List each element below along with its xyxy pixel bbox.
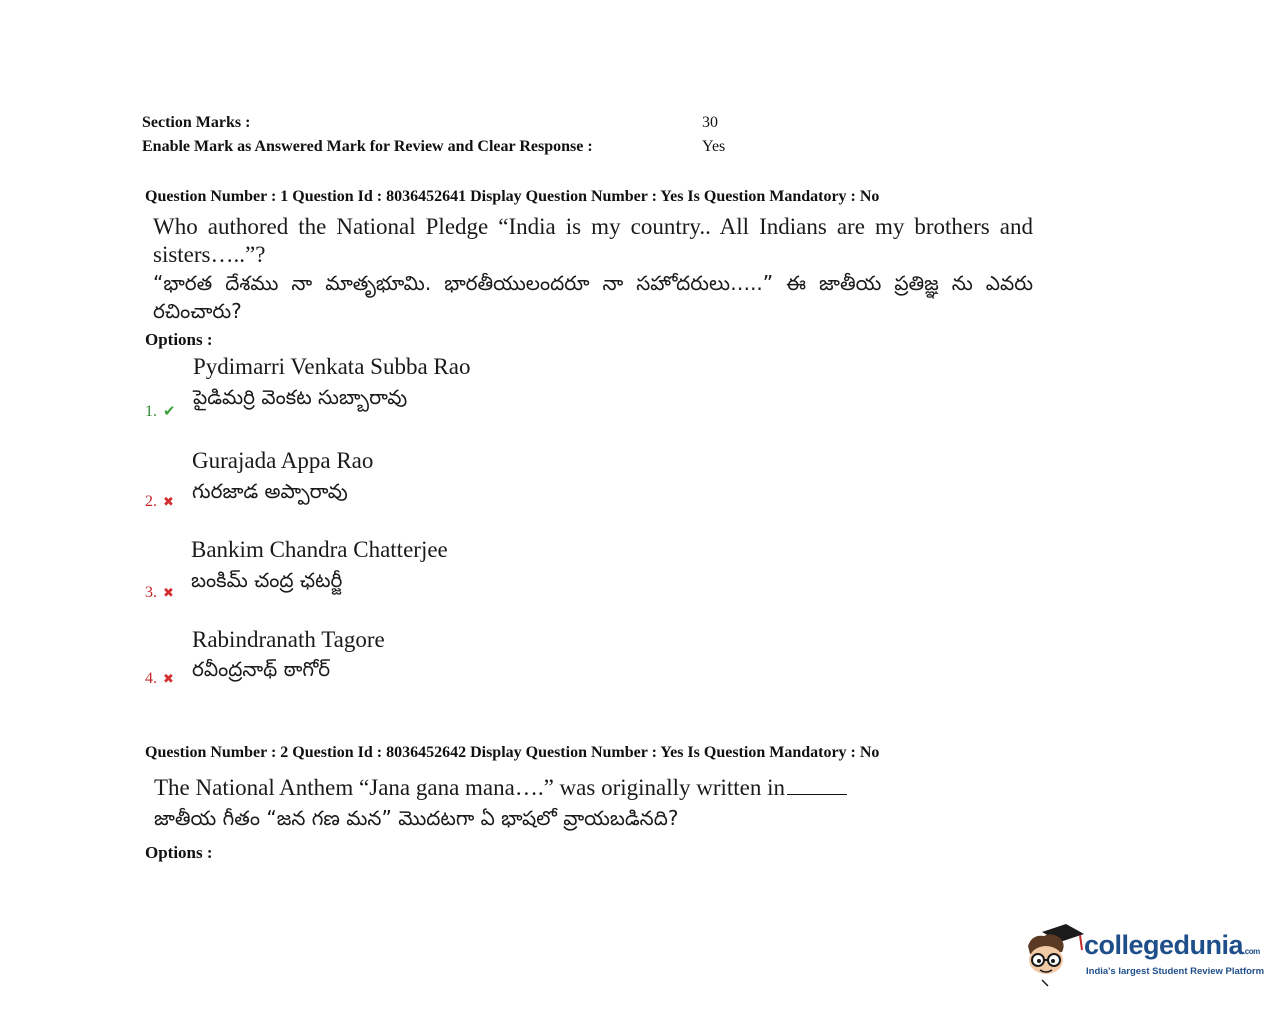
question-2-text-english: The National Anthem “Jana gana mana….” was originally written in [154,775,786,800]
option-1-number: 1. [145,403,157,420]
option-4-telugu: రవీంద్రనాథ్ ఠాగోర్ [192,657,331,681]
option-2-telugu: గురజాడ అప్పారావు [192,479,348,503]
cross-icon: ✖ [163,585,174,600]
question-1-header: Question Number : 1 Question Id : 8036452641 Display Question Number : Yes Is Question Mandatory : No [145,188,880,205]
option-2-english: Gurajada Appa Rao [192,448,374,473]
checkmark-icon: ✔ [163,404,176,420]
option-3-english: Bankim Chandra Chatterjee [191,537,448,562]
enable-mark-value: Yes [702,138,726,155]
question-1-options-label: Options : [145,330,213,349]
option-1-english: Pydimarri Venkata Subba Rao [193,354,471,379]
option-1-marker [145,402,176,421]
mascot-icon [1022,920,1084,988]
option-4-number: 4. [145,670,157,687]
section-marks-label: Section Marks : [142,114,251,131]
cross-icon: ✖ [163,494,174,509]
logo-suffix: .com [1243,947,1260,956]
question-2-header: Question Number : 2 Question Id : 8036452642 Display Question Number : Yes Is Question Mandatory : No [145,744,880,761]
option-1-telugu: పైడిమర్రి వెంకట సుబ్బారావు [193,385,408,409]
option-4-marker [145,670,174,688]
logo-name: collegedunia [1084,930,1244,960]
question-2-options-label: Options : [145,843,213,862]
question-2-text-english-line [154,774,847,802]
section-marks-value: 30 [702,114,718,131]
option-3-marker [145,584,174,602]
logo-tagline: India's largest Student Review Platform [1086,966,1265,977]
question-1-text [153,213,1033,325]
question-1-text-telugu: “భారత దేశము నా మాతృభూమి. భారతీయులందరూ నా సహోదరులు…..” ఈ జాతీయ ప్రతిజ్ఞ ను ఎవరు రచించారు? [153,271,1033,323]
question-2-text-telugu: జాతీయ గీతం “జన గణ మన” మొదటగా ఏ భాషలో వ్రాయబడినది? [154,806,679,830]
option-3-number: 3. [145,584,157,601]
answer-blank [787,794,847,795]
enable-mark-label: Enable Mark as Answered Mark for Review and Clear Response : [142,138,593,155]
option-2-marker [145,493,174,511]
collegedunia-logo [1022,920,1265,988]
cross-icon: ✖ [163,671,174,686]
option-2-number: 2. [145,493,157,510]
option-3-telugu: బంకిమ్ చంద్ర ఛటర్జీ [191,568,343,592]
question-1-text-english: Who authored the National Pledge “India is my country.. All Indians are my brothers and sisters…..”? [153,214,1033,267]
option-4-english: Rabindranath Tagore [192,627,385,652]
logo-wordmark [1084,930,1260,961]
